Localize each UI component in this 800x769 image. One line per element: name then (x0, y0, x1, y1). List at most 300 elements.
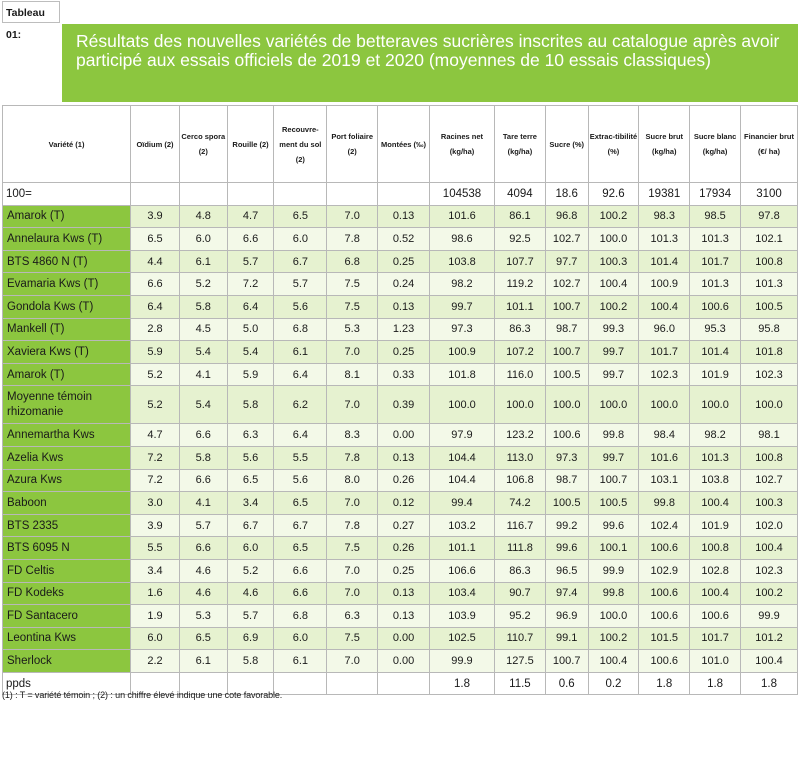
table-cell: 99.7 (588, 363, 639, 386)
table-cell: 0.33 (378, 363, 430, 386)
table-cell: 0.00 (378, 627, 430, 650)
table-cell: 101.3 (690, 273, 741, 296)
table-cell: 95.8 (741, 318, 798, 341)
table-cell: 103.1 (639, 469, 690, 492)
table-cell: 7.0 (327, 386, 378, 424)
table-cell: 95.3 (690, 318, 741, 341)
column-header-recouvrement: Recouvre-ment du sol (2) (274, 106, 327, 183)
table-cell: 100.2 (588, 295, 639, 318)
table-cell: 6.5 (274, 205, 327, 228)
table-row (3, 424, 798, 447)
table-cell: 102.3 (639, 363, 690, 386)
table-cell: 116.0 (495, 363, 546, 386)
table-cell: 101.1 (429, 537, 494, 560)
table-cell: 4.7 (131, 424, 180, 447)
table-cell: 97.7 (545, 250, 588, 273)
table-cell: 100.7 (588, 469, 639, 492)
table-cell: 1.6 (131, 582, 180, 605)
table-cell: 0.00 (378, 650, 430, 673)
table-cell: 101.3 (639, 228, 690, 251)
table-title: Résultats des nouvelles variétés de betteraves sucrières inscrites au catalogue après avoir participé aux essais officiels de 2019 et 2020 (moyennes de 10 essais classiques) (76, 31, 780, 70)
table-cell: 102.5 (429, 627, 494, 650)
variety-name: Evamaria Kws (T) (3, 273, 131, 296)
ppds-cell: 0.2 (588, 672, 639, 695)
table-cell: 0.12 (378, 492, 430, 515)
table-cell: 98.7 (545, 318, 588, 341)
table-cell: 103.8 (690, 469, 741, 492)
table-cell: 104.4 (429, 469, 494, 492)
table-cell: 5.8 (179, 295, 227, 318)
table-row (3, 295, 798, 318)
table-cell: 0.39 (378, 386, 430, 424)
variety-name: BTS 6095 N (3, 537, 131, 560)
table-cell: 7.5 (327, 295, 378, 318)
table-cell: 5.8 (227, 386, 274, 424)
reference-cell (327, 183, 378, 206)
table-row (3, 386, 798, 424)
footnote: (1) : T = variété témoin ; (2) : un chiffre élevé indique une cote favorable. (2, 690, 283, 700)
table-cell: 6.5 (274, 492, 327, 515)
table-row (3, 228, 798, 251)
table-cell: 101.3 (690, 228, 741, 251)
table-cell: 107.2 (495, 341, 546, 364)
table-cell: 6.5 (179, 627, 227, 650)
table-cell: 99.6 (588, 514, 639, 537)
table-cell: 100.2 (741, 582, 798, 605)
table-cell: 5.7 (227, 250, 274, 273)
ppds-cell: 11.5 (495, 672, 546, 695)
table-cell: 0.27 (378, 514, 430, 537)
ppds-cell: 1.8 (429, 672, 494, 695)
table-cell: 7.8 (327, 514, 378, 537)
table-cell: 8.1 (327, 363, 378, 386)
table-cell: 6.5 (274, 537, 327, 560)
table-cell: 100.3 (741, 492, 798, 515)
table-cell: 113.0 (495, 446, 546, 469)
table-cell: 5.2 (179, 273, 227, 296)
table-cell: 127.5 (495, 650, 546, 673)
table-cell: 97.4 (545, 582, 588, 605)
variety-name: FD Kodeks (3, 582, 131, 605)
variety-name: Annelaura Kws (T) (3, 228, 131, 251)
table-cell: 100.8 (741, 446, 798, 469)
table-cell: 102.3 (741, 559, 798, 582)
variety-name: Sherlock (3, 650, 131, 673)
ppds-cell: 1.8 (741, 672, 798, 695)
table-cell: 102.7 (741, 469, 798, 492)
table-cell: 100.2 (588, 205, 639, 228)
table-row (3, 537, 798, 560)
table-cell: 100.7 (545, 341, 588, 364)
table-cell: 1.9 (131, 605, 180, 628)
table-cell: 100.7 (545, 295, 588, 318)
table-cell: 6.4 (274, 424, 327, 447)
table-cell: 100.5 (545, 363, 588, 386)
table-cell: 97.9 (429, 424, 494, 447)
table-cell: 7.0 (327, 205, 378, 228)
table-cell: 5.7 (179, 514, 227, 537)
table-cell: 100.8 (690, 537, 741, 560)
table-cell: 101.1 (495, 295, 546, 318)
table-cell: 4.6 (227, 582, 274, 605)
table-row (3, 205, 798, 228)
table-cell: 6.7 (274, 250, 327, 273)
table-cell: 102.7 (545, 273, 588, 296)
column-header-racines: Racines net (kg/ha) (429, 106, 494, 183)
column-header-financier: Financier brut (€/ ha) (741, 106, 798, 183)
table-cell: 99.7 (588, 446, 639, 469)
table-cell: 4.6 (179, 559, 227, 582)
table-cell: 101.8 (741, 341, 798, 364)
table-row (3, 469, 798, 492)
table-cell: 101.4 (690, 341, 741, 364)
table-cell: 6.3 (227, 424, 274, 447)
table-cell: 102.7 (545, 228, 588, 251)
table-row (3, 273, 798, 296)
table-cell: 99.4 (429, 492, 494, 515)
table-cell: 103.2 (429, 514, 494, 537)
table-cell: 100.4 (690, 492, 741, 515)
table-cell: 100.0 (588, 605, 639, 628)
table-cell: 3.4 (131, 559, 180, 582)
table-cell: 0.25 (378, 250, 430, 273)
table-cell: 5.5 (274, 446, 327, 469)
variety-name: Gondola Kws (T) (3, 295, 131, 318)
table-cell: 6.5 (227, 469, 274, 492)
table-cell: 6.1 (274, 650, 327, 673)
table-cell: 6.0 (131, 627, 180, 650)
column-header-extract: Extrac-tibilité (%) (588, 106, 639, 183)
table-cell: 0.13 (378, 446, 430, 469)
table-cell: 5.7 (227, 605, 274, 628)
variety-name: Mankell (T) (3, 318, 131, 341)
table-cell: 97.3 (429, 318, 494, 341)
table-cell: 101.7 (690, 627, 741, 650)
table-cell: 6.0 (274, 627, 327, 650)
table-cell: 6.8 (274, 605, 327, 628)
column-header-sucre_blanc: Sucre blanc (kg/ha) (690, 106, 741, 183)
table-cell: 100.4 (690, 582, 741, 605)
table-row (3, 627, 798, 650)
title-band (62, 24, 798, 102)
table-cell: 90.7 (495, 582, 546, 605)
table-cell: 123.2 (495, 424, 546, 447)
table-cell: 6.2 (274, 386, 327, 424)
table-cell: 97.8 (741, 205, 798, 228)
column-header-rouille: Rouille (2) (227, 106, 274, 183)
table-cell: 99.8 (588, 582, 639, 605)
table-cell: 100.6 (690, 295, 741, 318)
table-cell: 99.9 (741, 605, 798, 628)
table-cell: 99.7 (429, 295, 494, 318)
table-cell: 102.1 (741, 228, 798, 251)
reference-cell (274, 183, 327, 206)
table-cell: 101.3 (690, 446, 741, 469)
table-cell: 100.4 (741, 650, 798, 673)
table-cell: 86.1 (495, 205, 546, 228)
column-header-variete: Variété (1) (3, 106, 131, 183)
table-cell: 99.7 (588, 341, 639, 364)
table-cell: 5.9 (227, 363, 274, 386)
table-cell: 86.3 (495, 559, 546, 582)
table-cell: 100.4 (588, 273, 639, 296)
table-cell: 101.3 (741, 273, 798, 296)
table-cell: 6.1 (179, 250, 227, 273)
table-cell: 0.13 (378, 582, 430, 605)
table-cell: 98.4 (639, 424, 690, 447)
table-cell: 99.8 (588, 424, 639, 447)
table-cell: 100.5 (588, 492, 639, 515)
table-cell: 0.00 (378, 424, 430, 447)
table-cell: 100.6 (639, 537, 690, 560)
table-cell: 5.4 (179, 386, 227, 424)
table-cell: 100.6 (639, 582, 690, 605)
table-cell: 5.0 (227, 318, 274, 341)
table-cell: 6.6 (179, 537, 227, 560)
table-cell: 5.8 (179, 446, 227, 469)
table-cell: 100.0 (741, 386, 798, 424)
table-row (3, 650, 798, 673)
table-cell: 103.9 (429, 605, 494, 628)
variety-name: Amarok (T) (3, 363, 131, 386)
table-cell: 0.25 (378, 559, 430, 582)
table-cell: 7.0 (327, 492, 378, 515)
table-cell: 6.6 (274, 582, 327, 605)
table-cell: 100.5 (741, 295, 798, 318)
table-cell: 6.1 (179, 650, 227, 673)
table-cell: 3.0 (131, 492, 180, 515)
table-cell: 6.6 (179, 424, 227, 447)
ppds-cell: 0.6 (545, 672, 588, 695)
table-cell: 5.7 (274, 273, 327, 296)
table-cell: 96.5 (545, 559, 588, 582)
table-cell: 98.2 (429, 273, 494, 296)
table-cell: 5.8 (227, 650, 274, 673)
table-row (3, 514, 798, 537)
column-header-port: Port foliaire (2) (327, 106, 378, 183)
table-cell: 0.13 (378, 295, 430, 318)
table-cell: 7.0 (327, 341, 378, 364)
table-cell: 96.0 (639, 318, 690, 341)
column-header-oidium: Oïdium (2) (131, 106, 180, 183)
reference-cell: 19381 (639, 183, 690, 206)
table-cell: 4.5 (179, 318, 227, 341)
table-cell: 3.4 (227, 492, 274, 515)
table-cell: 6.7 (274, 514, 327, 537)
table-cell: 100.6 (639, 650, 690, 673)
table-cell: 102.3 (741, 363, 798, 386)
variety-name: Amarok (T) (3, 205, 131, 228)
ppds-label: ppds (3, 672, 131, 695)
variety-name: BTS 2335 (3, 514, 131, 537)
table-cell: 101.6 (429, 205, 494, 228)
table-cell: 6.0 (227, 537, 274, 560)
table-cell: 0.52 (378, 228, 430, 251)
reference-cell: 17934 (690, 183, 741, 206)
table-cell: 92.5 (495, 228, 546, 251)
table-cell: 7.2 (131, 446, 180, 469)
table-cell: 100.9 (429, 341, 494, 364)
header-row (3, 106, 798, 183)
table-cell: 100.3 (588, 250, 639, 273)
table-cell: 0.13 (378, 605, 430, 628)
table-cell: 5.2 (131, 386, 180, 424)
table-cell: 110.7 (495, 627, 546, 650)
table-cell: 99.2 (545, 514, 588, 537)
table-cell: 101.7 (639, 341, 690, 364)
table-cell: 100.7 (545, 650, 588, 673)
reference-cell: 4094 (495, 183, 546, 206)
table-cell: 6.6 (131, 273, 180, 296)
table-cell: 100.4 (741, 537, 798, 560)
table-cell: 111.8 (495, 537, 546, 560)
table-cell: 6.6 (227, 228, 274, 251)
table-cell: 4.1 (179, 363, 227, 386)
table-cell: 7.8 (327, 446, 378, 469)
ppds-cell: 1.8 (639, 672, 690, 695)
table-cell: 100.0 (690, 386, 741, 424)
ppds-cell: 1.8 (690, 672, 741, 695)
table-cell: 100.4 (639, 295, 690, 318)
table-cell: 8.0 (327, 469, 378, 492)
table-cell: 99.6 (545, 537, 588, 560)
table-cell: 100.1 (588, 537, 639, 560)
table-cell: 6.1 (274, 341, 327, 364)
reference-cell: 104538 (429, 183, 494, 206)
variety-name: FD Celtis (3, 559, 131, 582)
table-cell: 100.6 (690, 605, 741, 628)
table-cell: 6.7 (227, 514, 274, 537)
table-cell: 99.1 (545, 627, 588, 650)
table-cell: 6.4 (274, 363, 327, 386)
table-cell: 5.2 (131, 363, 180, 386)
table-cell: 101.7 (690, 250, 741, 273)
table-cell: 103.4 (429, 582, 494, 605)
variety-name: Azelia Kws (3, 446, 131, 469)
table-cell: 6.0 (179, 228, 227, 251)
table-cell: 6.9 (227, 627, 274, 650)
table-cell: 100.2 (588, 627, 639, 650)
table-row (3, 492, 798, 515)
table-cell: 101.2 (741, 627, 798, 650)
table-cell: 8.3 (327, 424, 378, 447)
table-row (3, 363, 798, 386)
table-cell: 106.6 (429, 559, 494, 582)
table-cell: 99.9 (429, 650, 494, 673)
table-cell: 99.3 (588, 318, 639, 341)
table-cell: 99.8 (639, 492, 690, 515)
table-cell: 100.0 (639, 386, 690, 424)
table-cell: 119.2 (495, 273, 546, 296)
table-cell: 100.0 (429, 386, 494, 424)
table-cell: 0.26 (378, 537, 430, 560)
table-cell: 95.2 (495, 605, 546, 628)
table-cell: 0.24 (378, 273, 430, 296)
ppds-cell (327, 672, 378, 695)
variety-name: Xaviera Kws (T) (3, 341, 131, 364)
table-cell: 7.0 (327, 650, 378, 673)
table-cell: 2.2 (131, 650, 180, 673)
table-label: Tableau 01: (2, 1, 60, 23)
table-cell: 7.5 (327, 273, 378, 296)
reference-cell (227, 183, 274, 206)
results-table (2, 105, 798, 695)
variety-name: Leontina Kws (3, 627, 131, 650)
table-cell: 6.6 (274, 559, 327, 582)
table-cell: 6.3 (327, 605, 378, 628)
table-row (3, 559, 798, 582)
table-cell: 101.5 (639, 627, 690, 650)
table-row (3, 341, 798, 364)
table-cell: 6.4 (227, 295, 274, 318)
table-cell: 6.4 (131, 295, 180, 318)
table-cell: 2.8 (131, 318, 180, 341)
column-header-tare: Tare terre (kg/ha) (495, 106, 546, 183)
reference-cell (179, 183, 227, 206)
table-cell: 97.3 (545, 446, 588, 469)
table-cell: 7.5 (327, 537, 378, 560)
reference-cell (131, 183, 180, 206)
table-cell: 99.9 (588, 559, 639, 582)
table-cell: 6.8 (327, 250, 378, 273)
table-cell: 102.9 (639, 559, 690, 582)
table-cell: 6.6 (179, 469, 227, 492)
table-cell: 7.0 (327, 559, 378, 582)
table-cell: 107.7 (495, 250, 546, 273)
table-cell: 5.3 (327, 318, 378, 341)
table-cell: 86.3 (495, 318, 546, 341)
table-cell: 96.9 (545, 605, 588, 628)
reference-cell: 92.6 (588, 183, 639, 206)
table-cell: 100.9 (639, 273, 690, 296)
table-row (3, 250, 798, 273)
reference-cell: 18.6 (545, 183, 588, 206)
table-cell: 98.5 (690, 205, 741, 228)
table-cell: 116.7 (495, 514, 546, 537)
table-cell: 100.8 (741, 250, 798, 273)
table-cell: 4.4 (131, 250, 180, 273)
table-cell: 0.13 (378, 205, 430, 228)
table-row (3, 582, 798, 605)
table-cell: 5.6 (274, 469, 327, 492)
table-cell: 7.0 (327, 582, 378, 605)
column-header-cerco: Cerco spora (2) (179, 106, 227, 183)
table-cell: 96.8 (545, 205, 588, 228)
variety-name: Azura Kws (3, 469, 131, 492)
table-cell: 4.8 (179, 205, 227, 228)
table-cell: 101.0 (690, 650, 741, 673)
table-cell: 3.9 (131, 514, 180, 537)
table-cell: 104.4 (429, 446, 494, 469)
table-cell: 5.6 (227, 446, 274, 469)
table-cell: 4.1 (179, 492, 227, 515)
table-body (3, 183, 798, 695)
table-cell: 100.0 (495, 386, 546, 424)
table-cell: 100.5 (545, 492, 588, 515)
table-cell: 102.8 (690, 559, 741, 582)
table-cell: 7.5 (327, 627, 378, 650)
table-cell: 0.25 (378, 341, 430, 364)
variety-name: Annemartha Kws (3, 424, 131, 447)
table-cell: 5.2 (227, 559, 274, 582)
variety-name: Moyenne témoin rhizomanie (3, 386, 131, 424)
table-row (3, 605, 798, 628)
table-cell: 98.3 (639, 205, 690, 228)
table-cell: 98.7 (545, 469, 588, 492)
table-cell: 6.8 (274, 318, 327, 341)
table-cell: 5.4 (179, 341, 227, 364)
table-cell: 7.2 (227, 273, 274, 296)
